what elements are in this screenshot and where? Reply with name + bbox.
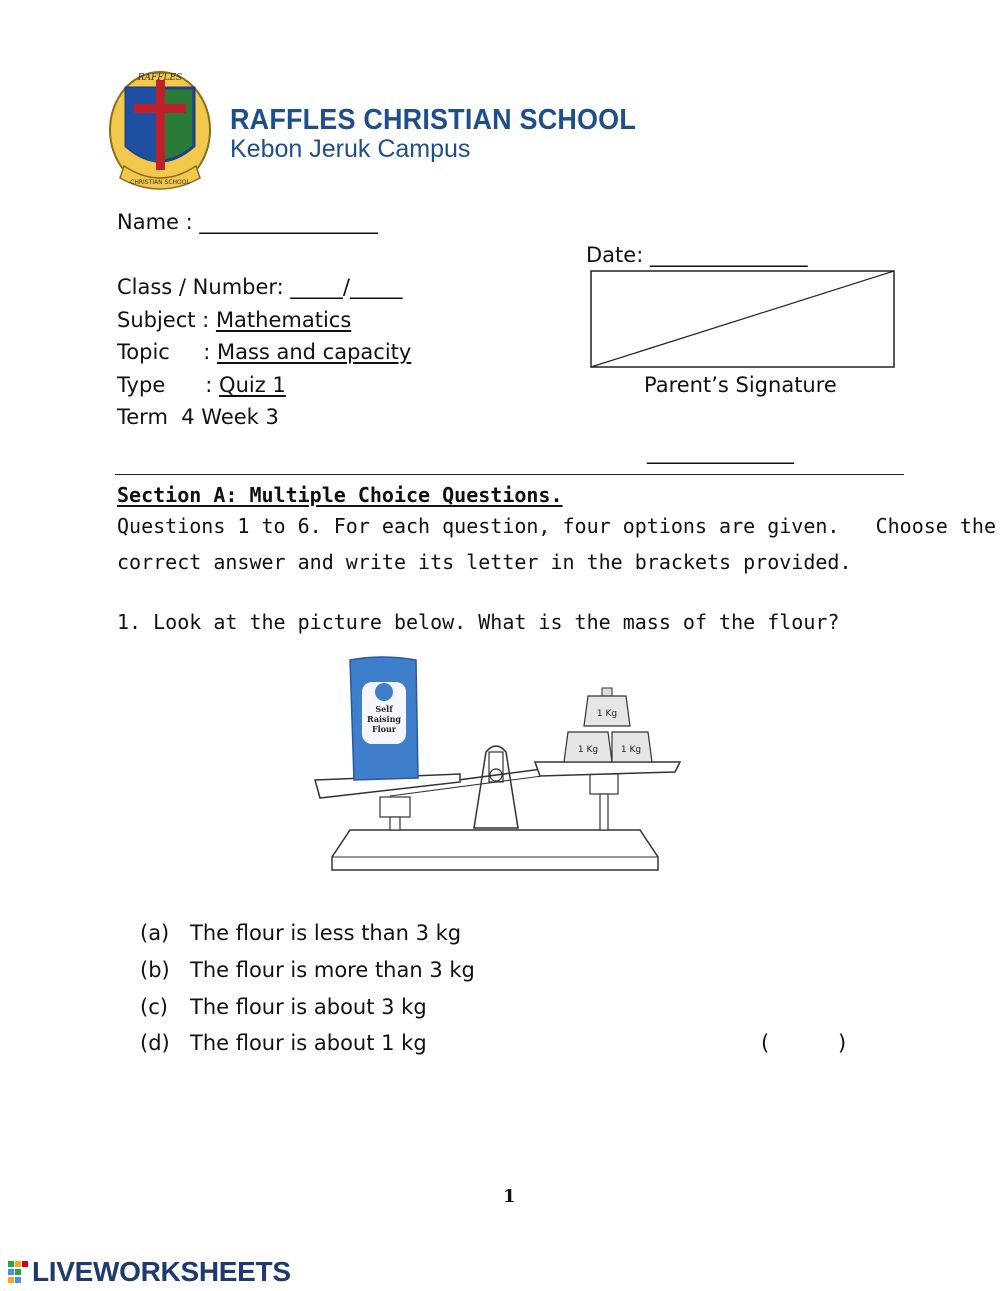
weight-top	[584, 688, 630, 726]
topic-label: Topic :	[117, 340, 217, 364]
signature-line[interactable]: ______________	[647, 440, 794, 464]
instructions-line-1: Questions 1 to 6. For each question, four options are given. Choose the	[117, 514, 996, 538]
option-d-text: The flour is about 1 kg	[190, 1031, 427, 1055]
option-d	[140, 1031, 427, 1055]
weight-label-right: 1 Kg	[620, 745, 642, 755]
option-c	[140, 995, 427, 1019]
flour-label-line-2: Raising	[366, 714, 402, 724]
option-b	[140, 958, 475, 982]
logo-bottom-text: CHRISTIAN SCHOOL	[130, 179, 190, 186]
flour-label-line-1: Self	[375, 704, 393, 714]
subject-label: Subject :	[117, 308, 216, 332]
weight-label-left: 1 Kg	[577, 745, 599, 755]
type-row	[117, 373, 286, 397]
option-a-letter: (a)	[140, 921, 170, 945]
type-value: Quiz 1	[219, 373, 286, 397]
instructions-line-2: correct answer and write its letter in the brackets provided.	[117, 550, 852, 574]
class-number-field[interactable]: Class / Number: _____/_____	[117, 275, 403, 299]
option-b-letter: (b)	[140, 958, 170, 982]
topic-row	[117, 340, 411, 364]
subject-row	[117, 308, 351, 332]
weight-label-top: 1 Kg	[596, 709, 618, 719]
page-number: 1	[503, 1186, 516, 1207]
campus-name: Kebon Jeruk Campus	[230, 135, 471, 163]
parent-signature-label: Parent’s Signature	[644, 373, 837, 397]
weight-right	[612, 732, 652, 762]
answer-input[interactable]	[778, 1030, 834, 1058]
balance-scale-illustration	[310, 652, 685, 877]
term-text: Term 4 Week 3	[117, 405, 279, 429]
date-field[interactable]: Date: _______________	[586, 243, 808, 267]
option-a-text: The flour is less than 3 kg	[190, 921, 462, 945]
type-label: Type :	[117, 373, 220, 397]
option-d-letter: (d)	[140, 1031, 170, 1055]
answer-bracket-close: )	[838, 1031, 847, 1055]
school-name: RAFFLES CHRISTIAN SCHOOL	[230, 104, 637, 136]
name-field[interactable]: Name : _________________	[117, 210, 378, 234]
parent-signature-box[interactable]	[590, 270, 894, 367]
option-b-text: The flour is more than 3 kg	[190, 958, 475, 982]
school-logo	[104, 66, 216, 194]
liveworksheets-brand[interactable]: LIVEWORKSHEETS	[32, 1256, 291, 1287]
section-a-title: Section A: Multiple Choice Questions.	[117, 483, 563, 507]
option-c-letter: (c)	[140, 995, 168, 1019]
answer-bracket-open: (	[761, 1031, 770, 1055]
header-divider	[115, 474, 904, 475]
logo-top-text: RAFFLES	[137, 73, 183, 83]
weight-left	[564, 732, 612, 762]
flour-label-line-3: Flour	[371, 724, 397, 734]
option-a	[140, 921, 461, 945]
liveworksheets-logo-icon	[8, 1261, 30, 1285]
option-c-text: The flour is about 3 kg	[190, 995, 427, 1019]
question-1-text: 1. Look at the picture below. What is the mass of the flour?	[117, 610, 840, 634]
topic-value: Mass and capacity	[216, 340, 412, 364]
subject-value: Mathematics	[215, 308, 352, 332]
